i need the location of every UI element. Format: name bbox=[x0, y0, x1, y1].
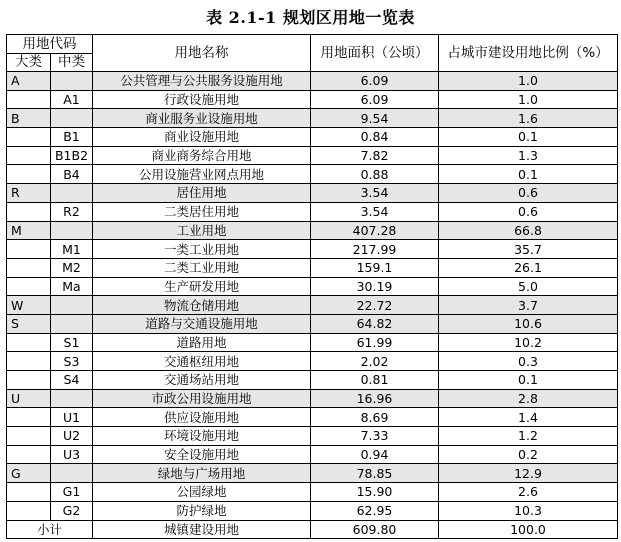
header-land-area: 用地面积（公顷） bbox=[311, 35, 439, 72]
land-use-table-body bbox=[7, 35, 618, 539]
table-row bbox=[7, 296, 618, 315]
cell-major-class bbox=[7, 277, 51, 296]
header-major-class: 大类 bbox=[7, 54, 51, 72]
cell-land-name: 道路用地 bbox=[93, 333, 311, 352]
cell-middle-class bbox=[51, 109, 93, 128]
cell-land-area: 3.54 bbox=[311, 202, 439, 221]
cell-land-ratio: 0.6 bbox=[439, 202, 618, 221]
cell-major-class: B bbox=[7, 109, 51, 128]
table-row bbox=[7, 314, 618, 333]
cell-land-name: 公共管理与公共服务设施用地 bbox=[93, 72, 311, 91]
cell-land-area: 22.72 bbox=[311, 296, 439, 315]
table-row bbox=[7, 483, 618, 502]
cell-land-name: 绿地与广场用地 bbox=[93, 464, 311, 483]
cell-land-name: 市政公用设施用地 bbox=[93, 389, 311, 408]
cell-land-name: 二类居住用地 bbox=[93, 202, 311, 221]
cell-major-class bbox=[7, 240, 51, 259]
cell-land-ratio: 1.6 bbox=[439, 109, 618, 128]
cell-land-name: 工业用地 bbox=[93, 221, 311, 240]
cell-middle-class bbox=[51, 184, 93, 203]
cell-land-name: 商业商务综合用地 bbox=[93, 146, 311, 165]
cell-land-ratio: 0.1 bbox=[439, 371, 618, 390]
table-title: 表 2.1-1 规划区用地一览表 bbox=[206, 7, 415, 27]
cell-major-class: U bbox=[7, 389, 51, 408]
cell-land-ratio: 1.3 bbox=[439, 146, 618, 165]
cell-middle-class: Ma bbox=[51, 277, 93, 296]
cell-land-ratio: 1.2 bbox=[439, 427, 618, 446]
cell-middle-class: M2 bbox=[51, 258, 93, 277]
cell-land-name: 物流仓储用地 bbox=[93, 296, 311, 315]
table-row bbox=[7, 371, 618, 390]
cell-land-ratio: 66.8 bbox=[439, 221, 618, 240]
cell-major-class bbox=[7, 427, 51, 446]
table-row bbox=[7, 109, 618, 128]
cell-land-ratio: 35.7 bbox=[439, 240, 618, 259]
cell-land-ratio: 0.2 bbox=[439, 445, 618, 464]
land-use-table bbox=[6, 34, 618, 539]
cell-major-class bbox=[7, 501, 51, 520]
cell-land-area: 159.1 bbox=[311, 258, 439, 277]
cell-land-area: 7.82 bbox=[311, 146, 439, 165]
cell-land-name: 居住用地 bbox=[93, 184, 311, 203]
cell-middle-class: U3 bbox=[51, 445, 93, 464]
total-land-ratio: 100.0 bbox=[439, 520, 618, 539]
cell-land-area: 16.96 bbox=[311, 389, 439, 408]
cell-land-ratio: 12.9 bbox=[439, 464, 618, 483]
cell-land-area: 64.82 bbox=[311, 314, 439, 333]
cell-major-class bbox=[7, 352, 51, 371]
cell-major-class: W bbox=[7, 296, 51, 315]
cell-major-class bbox=[7, 483, 51, 502]
cell-land-ratio: 0.6 bbox=[439, 184, 618, 203]
total-label: 小计 bbox=[7, 520, 93, 539]
cell-land-area: 6.09 bbox=[311, 90, 439, 109]
cell-land-name: 安全设施用地 bbox=[93, 445, 311, 464]
cell-land-ratio: 10.3 bbox=[439, 501, 618, 520]
cell-land-area: 8.69 bbox=[311, 408, 439, 427]
cell-major-class bbox=[7, 165, 51, 184]
cell-middle-class: B4 bbox=[51, 165, 93, 184]
cell-major-class bbox=[7, 146, 51, 165]
cell-land-name: 交通场站用地 bbox=[93, 371, 311, 390]
table-row bbox=[7, 427, 618, 446]
table-row bbox=[7, 408, 618, 427]
cell-middle-class: U1 bbox=[51, 408, 93, 427]
cell-middle-class: R2 bbox=[51, 202, 93, 221]
table-row bbox=[7, 352, 618, 371]
header-row-1 bbox=[7, 35, 618, 54]
cell-middle-class bbox=[51, 464, 93, 483]
table-row bbox=[7, 165, 618, 184]
header-land-name: 用地名称 bbox=[93, 35, 311, 72]
cell-land-area: 78.85 bbox=[311, 464, 439, 483]
cell-middle-class bbox=[51, 221, 93, 240]
cell-land-name: 一类工业用地 bbox=[93, 240, 311, 259]
cell-major-class: G bbox=[7, 464, 51, 483]
cell-land-ratio: 0.1 bbox=[439, 128, 618, 147]
header-land-ratio: 占城市建设用地比例（%） bbox=[439, 35, 618, 72]
table-row bbox=[7, 90, 618, 109]
cell-major-class bbox=[7, 408, 51, 427]
cell-major-class bbox=[7, 128, 51, 147]
cell-middle-class: U2 bbox=[51, 427, 93, 446]
cell-land-area: 2.02 bbox=[311, 352, 439, 371]
cell-land-area: 7.33 bbox=[311, 427, 439, 446]
cell-land-ratio: 3.7 bbox=[439, 296, 618, 315]
table-row bbox=[7, 184, 618, 203]
cell-land-area: 0.84 bbox=[311, 128, 439, 147]
table-row bbox=[7, 72, 618, 91]
cell-land-name: 行政设施用地 bbox=[93, 90, 311, 109]
cell-middle-class: A1 bbox=[51, 90, 93, 109]
cell-land-name: 供应设施用地 bbox=[93, 408, 311, 427]
table-row bbox=[7, 389, 618, 408]
cell-land-name: 公用设施营业网点用地 bbox=[93, 165, 311, 184]
cell-land-ratio: 10.2 bbox=[439, 333, 618, 352]
cell-major-class bbox=[7, 202, 51, 221]
cell-land-ratio: 1.0 bbox=[439, 72, 618, 91]
cell-land-area: 6.09 bbox=[311, 72, 439, 91]
cell-land-area: 0.81 bbox=[311, 371, 439, 390]
cell-major-class bbox=[7, 333, 51, 352]
cell-major-class bbox=[7, 90, 51, 109]
cell-land-area: 62.95 bbox=[311, 501, 439, 520]
cell-middle-class bbox=[51, 389, 93, 408]
cell-middle-class: S3 bbox=[51, 352, 93, 371]
cell-land-ratio: 2.8 bbox=[439, 389, 618, 408]
cell-land-area: 15.90 bbox=[311, 483, 439, 502]
cell-land-name: 交通枢纽用地 bbox=[93, 352, 311, 371]
cell-land-ratio: 1.0 bbox=[439, 90, 618, 109]
cell-land-ratio: 10.6 bbox=[439, 314, 618, 333]
table-row bbox=[7, 277, 618, 296]
cell-land-name: 二类工业用地 bbox=[93, 258, 311, 277]
cell-land-name: 防护绿地 bbox=[93, 501, 311, 520]
cell-land-name: 商业服务业设施用地 bbox=[93, 109, 311, 128]
table-row bbox=[7, 333, 618, 352]
cell-land-ratio: 2.6 bbox=[439, 483, 618, 502]
cell-middle-class: B1 bbox=[51, 128, 93, 147]
cell-middle-class: S1 bbox=[51, 333, 93, 352]
cell-land-area: 3.54 bbox=[311, 184, 439, 203]
cell-land-ratio: 0.1 bbox=[439, 165, 618, 184]
cell-major-class: S bbox=[7, 314, 51, 333]
cell-major-class: R bbox=[7, 184, 51, 203]
cell-middle-class: S4 bbox=[51, 371, 93, 390]
cell-middle-class: M1 bbox=[51, 240, 93, 259]
cell-middle-class: G1 bbox=[51, 483, 93, 502]
total-land-name: 城镇建设用地 bbox=[93, 520, 311, 539]
table-row bbox=[7, 221, 618, 240]
cell-middle-class bbox=[51, 314, 93, 333]
cell-land-ratio: 5.0 bbox=[439, 277, 618, 296]
cell-major-class bbox=[7, 258, 51, 277]
cell-land-name: 生产研发用地 bbox=[93, 277, 311, 296]
table-row bbox=[7, 258, 618, 277]
cell-middle-class bbox=[51, 296, 93, 315]
cell-land-name: 环境设施用地 bbox=[93, 427, 311, 446]
cell-land-name: 商业设施用地 bbox=[93, 128, 311, 147]
total-land-area: 609.80 bbox=[311, 520, 439, 539]
total-row bbox=[7, 520, 618, 539]
cell-major-class bbox=[7, 371, 51, 390]
table-row bbox=[7, 464, 618, 483]
cell-major-class: A bbox=[7, 72, 51, 91]
header-land-code: 用地代码 bbox=[7, 35, 93, 54]
cell-land-area: 30.19 bbox=[311, 277, 439, 296]
table-row bbox=[7, 445, 618, 464]
table-row bbox=[7, 240, 618, 259]
cell-land-ratio: 26.1 bbox=[439, 258, 618, 277]
cell-middle-class: G2 bbox=[51, 501, 93, 520]
cell-land-area: 217.99 bbox=[311, 240, 439, 259]
cell-land-area: 0.88 bbox=[311, 165, 439, 184]
cell-land-ratio: 1.4 bbox=[439, 408, 618, 427]
header-middle-class: 中类 bbox=[51, 54, 93, 72]
cell-land-name: 公园绿地 bbox=[93, 483, 311, 502]
cell-land-ratio: 0.3 bbox=[439, 352, 618, 371]
cell-land-area: 9.54 bbox=[311, 109, 439, 128]
cell-land-area: 407.28 bbox=[311, 221, 439, 240]
cell-major-class: M bbox=[7, 221, 51, 240]
cell-middle-class bbox=[51, 72, 93, 91]
cell-land-area: 0.94 bbox=[311, 445, 439, 464]
cell-middle-class: B1B2 bbox=[51, 146, 93, 165]
table-row bbox=[7, 146, 618, 165]
cell-land-area: 61.99 bbox=[311, 333, 439, 352]
cell-major-class bbox=[7, 445, 51, 464]
table-row bbox=[7, 202, 618, 221]
table-row bbox=[7, 128, 618, 147]
table-row bbox=[7, 501, 618, 520]
cell-land-name: 道路与交通设施用地 bbox=[93, 314, 311, 333]
